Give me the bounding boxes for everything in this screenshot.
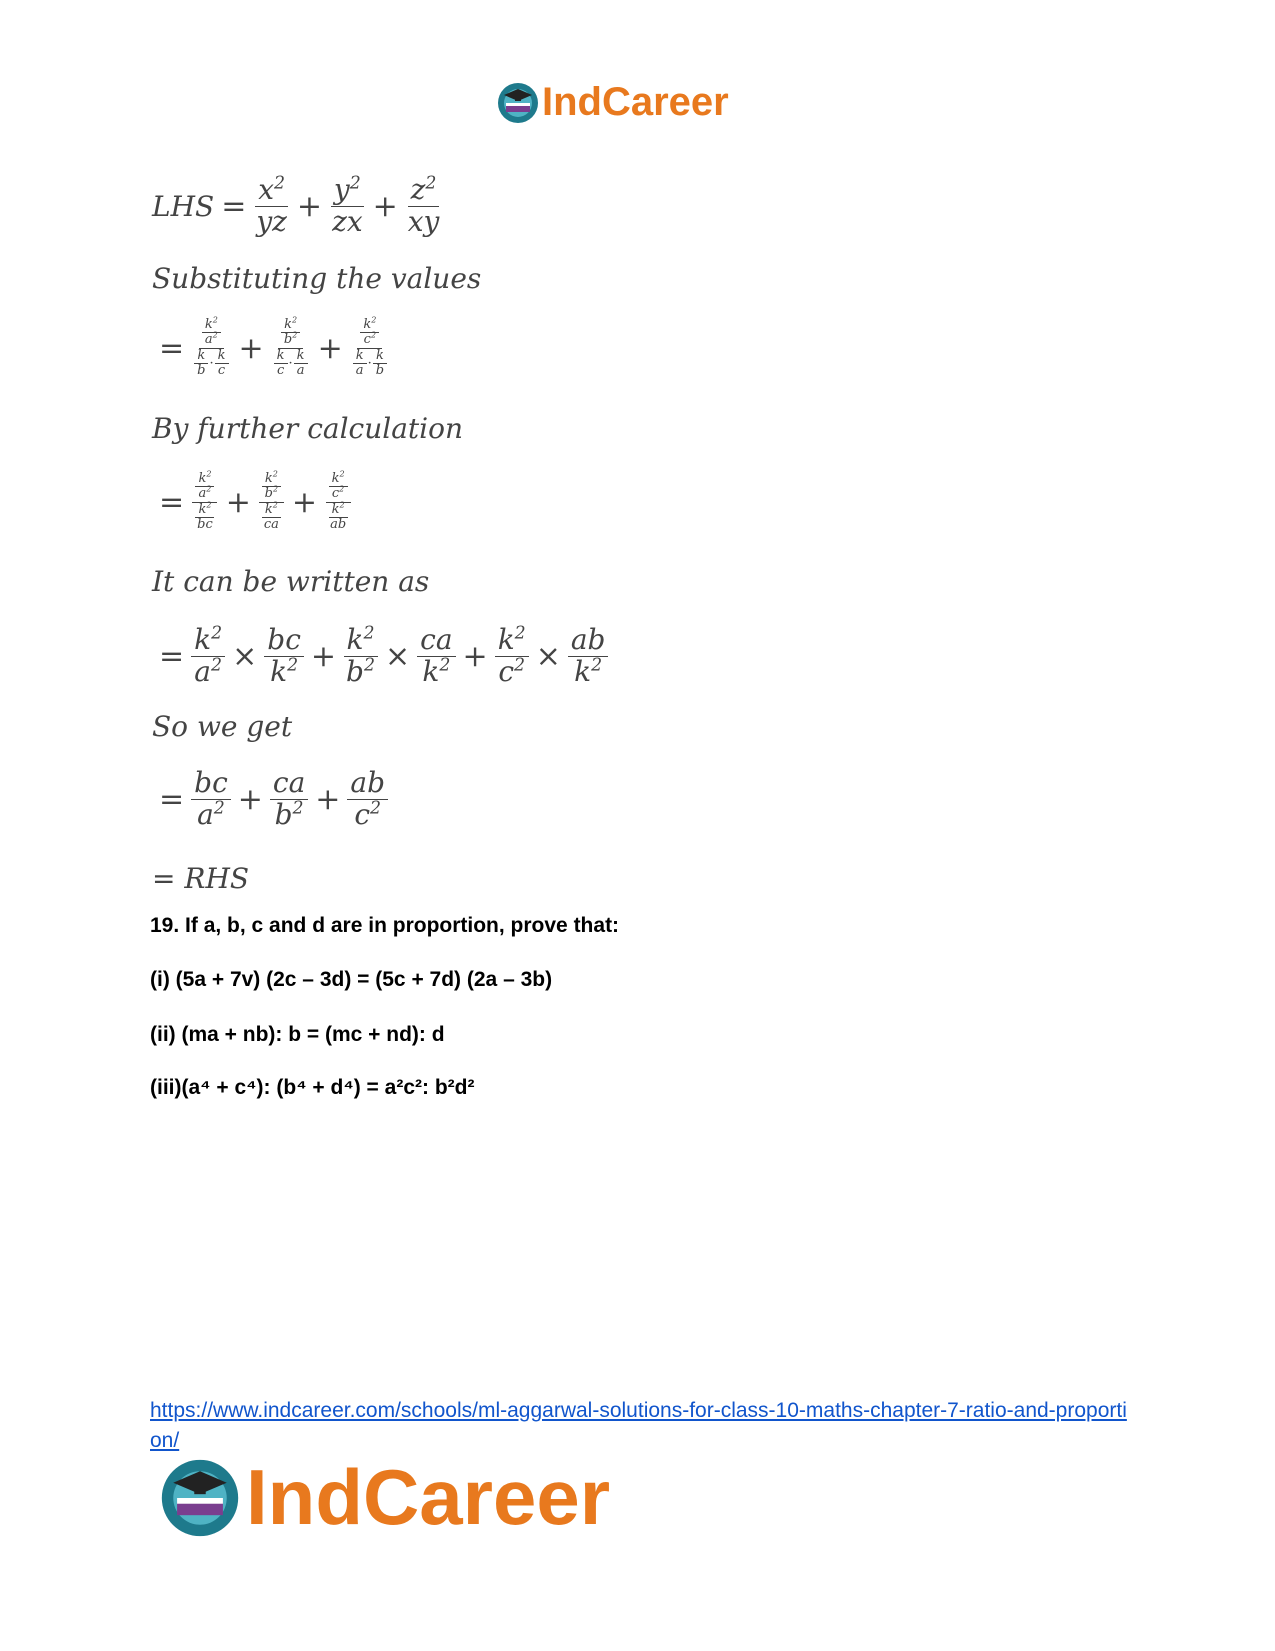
footer-logo-text: IndCareer	[246, 1453, 611, 1541]
result-expression: = $\frac{bc}{a^2}$ + $\frac{ca}{b^2}$ + $\frac{ab}{c^2}$	[152, 768, 388, 831]
substituting-text: Substituting the values	[152, 262, 482, 295]
footer-link[interactable]: https://www.indcareer.com/schools/ml-aggarwal-solutions-for-class-10-maths-chapter-7-ratio-and-proportion/	[150, 1399, 1127, 1452]
written-expression: = $\frac{k^2}{a^2}$ × $\frac{bc}{k^2}$ + $\frac{k^2}{b^2}$ × $\frac{ca}{k^2}$ + $\frac{k^2}{c^2}$ × $\frac{ab}{k^2}$	[152, 625, 608, 688]
further-calc-text: By further calculation	[152, 412, 464, 445]
question-part-2: (ii) (ma + nb): b = (mc + nd): d	[150, 1023, 445, 1046]
written-as-text: It can be written as	[152, 565, 430, 598]
lhs-expression: LHS = $\frac{x^2}{yz}$ + $\frac{y^2}{zx}$ + $\frac{z^2}{xy}$	[152, 173, 440, 238]
footer-logo	[158, 1452, 610, 1543]
header-logo-text: IndCareer	[542, 80, 729, 124]
rhs-text: = RHS	[152, 862, 250, 895]
so-we-get-text: So we get	[152, 710, 293, 743]
lhs-label: LHS	[152, 189, 215, 223]
graduation-cap-book-icon	[496, 81, 540, 125]
substituted-expression: = $\frac{k^2}{a^2}$ $\frac{k}{b}$ · $\frac{k}{c}$ + $\frac{k^2}{b^2}$ $\frac{k}{c}$ · $\frac{k}{a}$ + $\frac{k^2}{c^2}$ $\frac{k}{a}$ · $\frac{k}{b}$	[152, 318, 390, 378]
further-expression: = $\frac{\frac{k^2}{a^2}}{\frac{k^2}{bc}}$ + $\frac{\frac{k^2}{b^2}}{\frac{k^2}{ca}}$ + $\frac{\frac{k^2}{c^2}}{\frac{k^2}{ab}}$	[152, 472, 352, 532]
header-logo	[496, 80, 729, 125]
question-title: 19. If a, b, c and d are in proportion, prove that:	[150, 914, 620, 937]
graduation-cap-book-icon	[158, 1456, 242, 1540]
question-part-1: (i) (5a + 7v) (2c – 3d) = (5c + 7d) (2a – 3b)	[150, 968, 553, 991]
question-part-3: (iii)(a⁴ + c⁴): (b⁴ + d⁴) = a²c²: b²d²	[150, 1076, 475, 1099]
